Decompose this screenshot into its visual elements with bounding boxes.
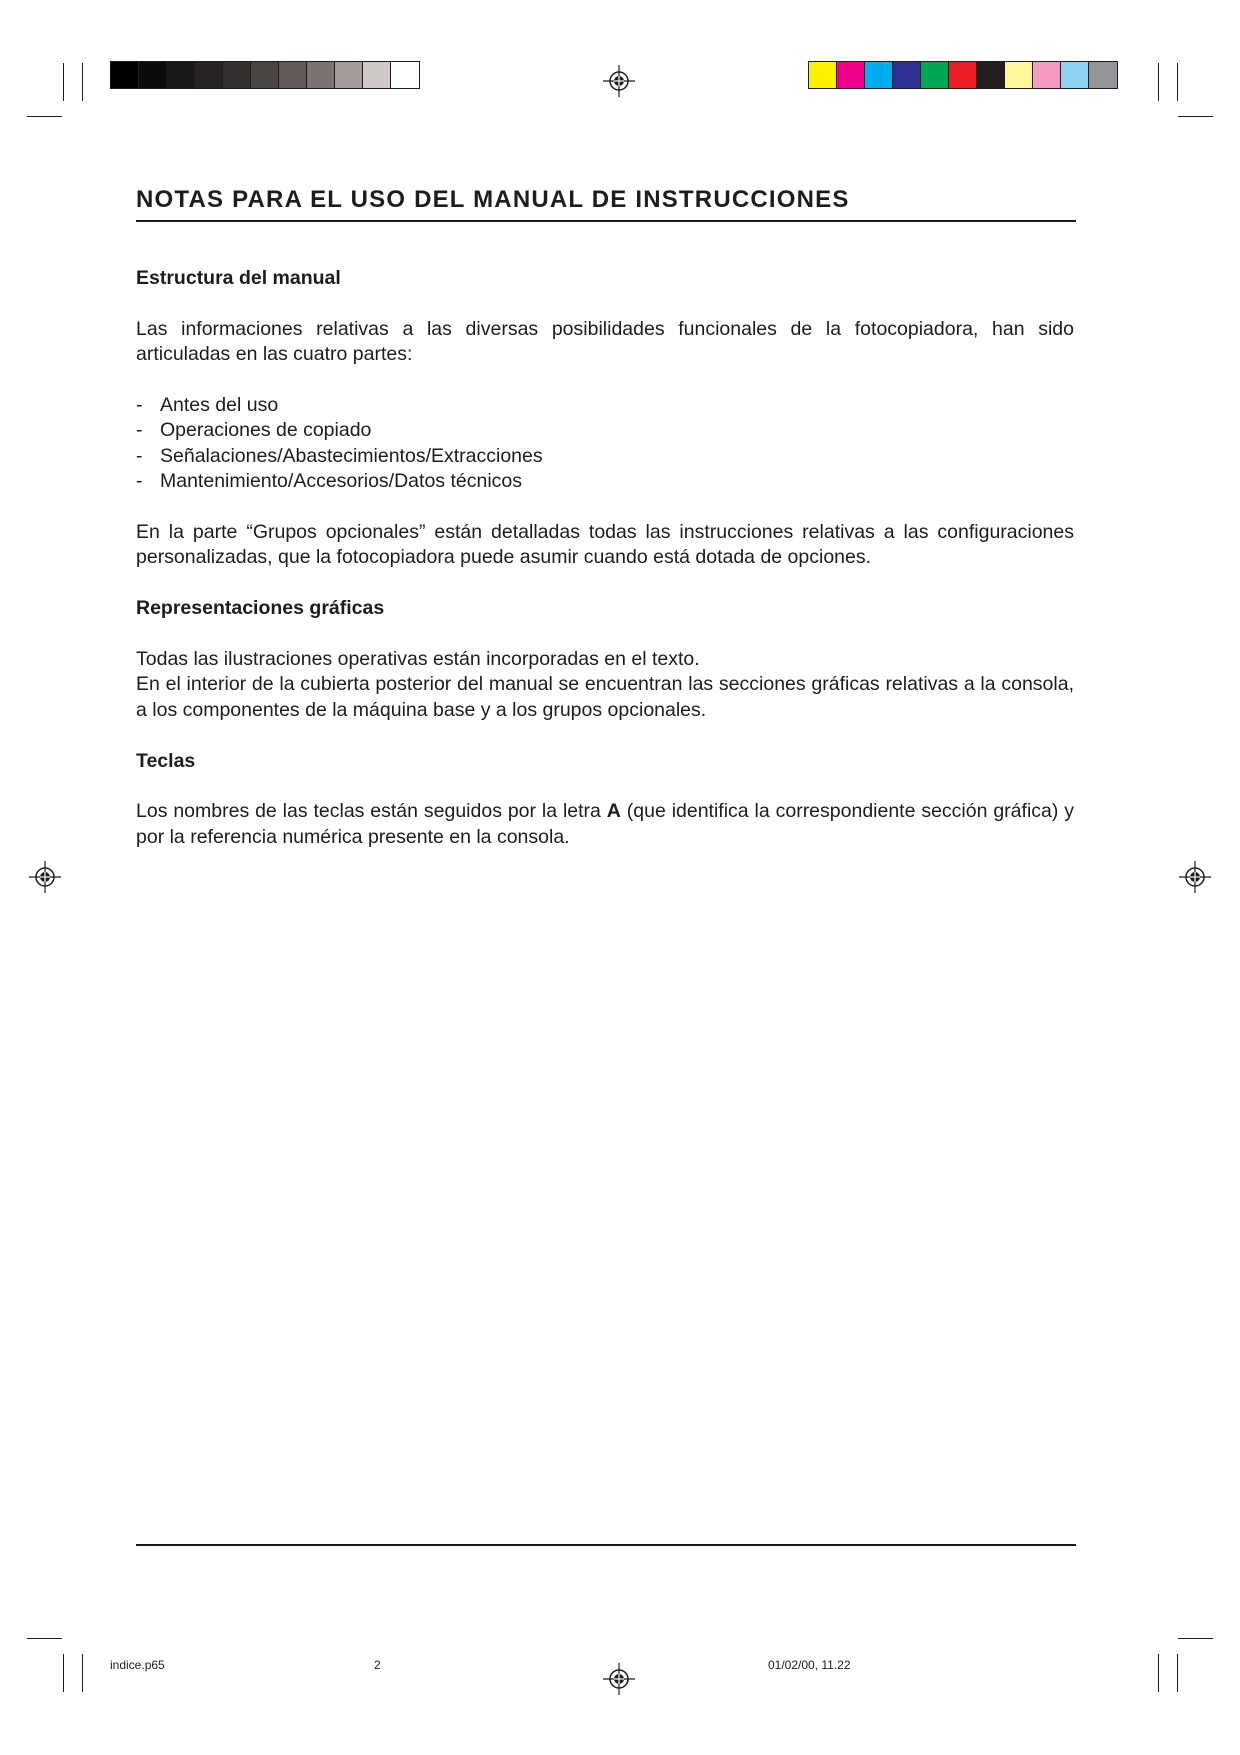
crop-mark — [63, 63, 64, 101]
list-item: - Señalaciones/Abastecimientos/Extracciones — [136, 444, 543, 467]
footer-filename: indice.p65 — [110, 1658, 165, 1672]
crop-mark — [1177, 63, 1178, 101]
footer-datetime: 01/02/00, 11.22 — [768, 1658, 851, 1672]
color-swatch — [167, 62, 195, 88]
color-swatch — [1089, 62, 1117, 88]
crop-mark — [1178, 1638, 1213, 1639]
page-title: NOTAS PARA EL USO DEL MANUAL DE INSTRUCCIONES — [136, 186, 1076, 222]
color-swatch — [139, 62, 167, 88]
color-swatch — [1005, 62, 1033, 88]
color-swatch — [949, 62, 977, 88]
color-swatch — [251, 62, 279, 88]
list-item: - Mantenimiento/Accesorios/Datos técnicos — [136, 470, 522, 493]
cmyk-color-bar — [808, 61, 1118, 89]
document-body — [136, 266, 1074, 850]
crop-mark — [27, 116, 62, 117]
color-swatch — [809, 62, 837, 88]
crop-mark — [1158, 63, 1159, 101]
color-swatch — [391, 62, 419, 88]
crop-mark — [1178, 116, 1213, 117]
registration-mark-icon — [1178, 860, 1212, 894]
crop-mark — [82, 1654, 83, 1692]
parts-list — [136, 393, 1074, 495]
paragraph: Las informaciones relativas a las diversas posibilidades funcionales de la fotocopiadora, han sido articuladas en las cuatro partes: — [136, 317, 1074, 366]
list-item: - Antes del uso — [136, 394, 279, 416]
color-swatch — [893, 62, 921, 88]
list-item: - Operaciones de copiado — [136, 419, 372, 442]
color-swatch — [363, 62, 391, 88]
color-swatch — [279, 62, 307, 88]
color-swatch — [837, 62, 865, 88]
color-swatch — [1033, 62, 1061, 88]
paragraph: Los nombres de las teclas están seguidos por la letra A (que identifica la correspondiente sección gráfica) y por la referencia numérica presente en la consola. — [136, 800, 1074, 848]
crop-mark — [1177, 1654, 1178, 1692]
paragraph: En el interior de la cubierta posterior del manual se encuentran las secciones gráficas relativas a la consola, a los componentes de la máquina base y a los grupos opcionales. — [136, 673, 1074, 721]
registration-mark-icon — [602, 1662, 636, 1696]
key-letter: A — [606, 800, 621, 823]
color-swatch — [195, 62, 223, 88]
footer-page-number: 2 — [374, 1658, 381, 1672]
registration-mark-icon — [602, 64, 636, 98]
paragraph: En la parte “Grupos opcionales” están detalladas todas las instrucciones relativas a las configuraciones personalizadas, que la fotocopiadora puede asumir cuando está dotada de opciones. — [136, 521, 1074, 569]
color-swatch — [223, 62, 251, 88]
bottom-rule — [136, 1544, 1076, 1546]
color-swatch — [977, 62, 1005, 88]
color-swatch — [335, 62, 363, 88]
paragraph: Todas las ilustraciones operativas están incorporadas en el texto. — [136, 648, 700, 671]
registration-mark-icon — [28, 860, 62, 894]
grayscale-color-bar — [110, 61, 420, 89]
color-swatch — [307, 62, 335, 88]
section-heading: Teclas — [136, 749, 196, 772]
crop-mark — [27, 1638, 62, 1639]
section-heading: Estructura del manual — [136, 267, 341, 289]
crop-mark — [82, 63, 83, 101]
color-swatch — [921, 62, 949, 88]
color-swatch — [111, 62, 139, 88]
crop-mark — [1158, 1654, 1159, 1692]
color-swatch — [1061, 62, 1089, 88]
section-heading: Representaciones gráficas — [136, 597, 385, 620]
color-swatch — [865, 62, 893, 88]
crop-mark — [63, 1654, 64, 1692]
